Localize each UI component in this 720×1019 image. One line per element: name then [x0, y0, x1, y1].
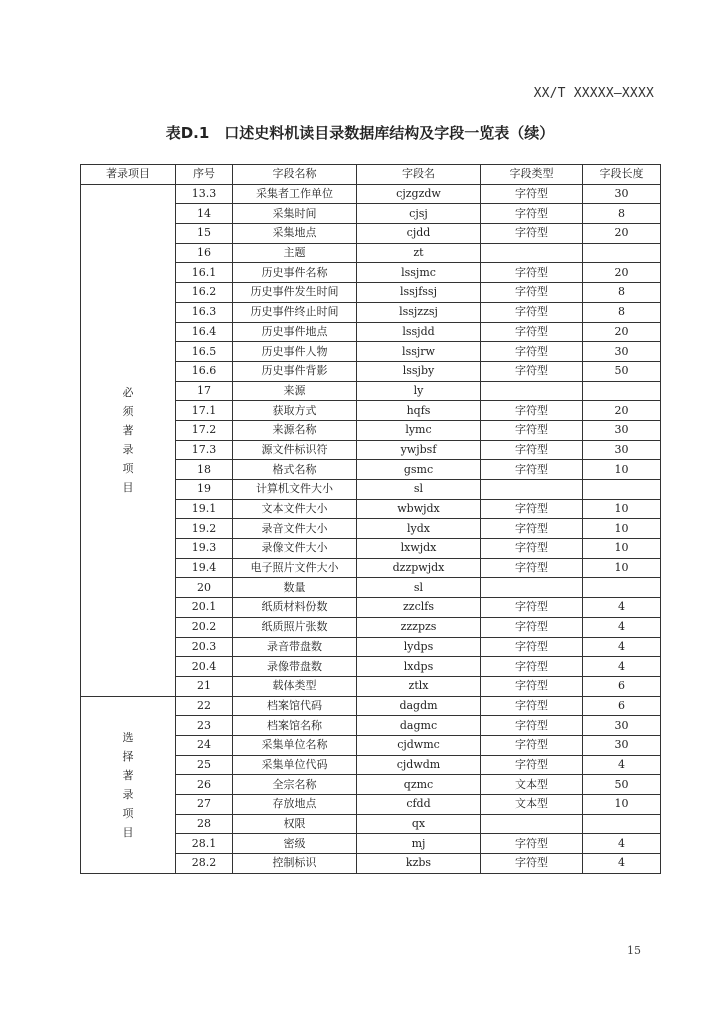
- cell-name: 采集单位代码: [233, 755, 357, 775]
- group-label-cell: [81, 184, 176, 696]
- cell-length: [583, 480, 661, 500]
- table-body: [81, 184, 661, 873]
- cell-type: [481, 381, 583, 401]
- cell-name: 文本文件大小: [233, 499, 357, 519]
- cell-seq: 19.3: [176, 539, 233, 559]
- cell-type: 文本型: [481, 795, 583, 815]
- cell-seq: 20.1: [176, 598, 233, 618]
- cell-type: 字符型: [481, 598, 583, 618]
- cell-seq: 19: [176, 480, 233, 500]
- cell-length: 30: [583, 184, 661, 204]
- cell-length: 8: [583, 283, 661, 303]
- standard-code: XX/T XXXXX—XXXX: [533, 86, 654, 101]
- cell-field: dagmc: [357, 716, 481, 736]
- cell-name: 历史事件背影: [233, 361, 357, 381]
- cell-name: 录音文件大小: [233, 519, 357, 539]
- cell-seq: 21: [176, 676, 233, 696]
- cell-length: 10: [583, 795, 661, 815]
- cell-length: [583, 578, 661, 598]
- cell-field: ywjbsf: [357, 440, 481, 460]
- cell-length: [583, 814, 661, 834]
- cell-type: 字符型: [481, 755, 583, 775]
- cell-name: 数量: [233, 578, 357, 598]
- cell-type: 字符型: [481, 735, 583, 755]
- cell-name: 历史事件终止时间: [233, 302, 357, 322]
- cell-field: qzmc: [357, 775, 481, 795]
- cell-field: cjdwdm: [357, 755, 481, 775]
- cell-length: 20: [583, 401, 661, 421]
- cell-name: 计算机文件大小: [233, 480, 357, 500]
- cell-seq: 13.3: [176, 184, 233, 204]
- cell-seq: 25: [176, 755, 233, 775]
- cell-length: 4: [583, 598, 661, 618]
- cell-field: dzzpwjdx: [357, 558, 481, 578]
- table-row: [81, 184, 661, 204]
- cell-type: 字符型: [481, 558, 583, 578]
- cell-field: cfdd: [357, 795, 481, 815]
- cell-length: 50: [583, 775, 661, 795]
- cell-length: 4: [583, 617, 661, 637]
- table-caption: 表D.1 口述史料机读目录数据库结构及字段一览表（续）: [165, 124, 555, 142]
- cell-field: lssjmc: [357, 263, 481, 283]
- header-cell: 字段名称: [233, 165, 357, 185]
- cell-type: 字符型: [481, 401, 583, 421]
- group-label-cell: [81, 696, 176, 873]
- cell-seq: 15: [176, 224, 233, 244]
- cell-seq: 18: [176, 460, 233, 480]
- cell-field: zzzpzs: [357, 617, 481, 637]
- cell-length: 10: [583, 499, 661, 519]
- cell-type: 字符型: [481, 657, 583, 677]
- cell-length: 30: [583, 735, 661, 755]
- cell-type: [481, 814, 583, 834]
- cell-seq: 17.3: [176, 440, 233, 460]
- cell-seq: 20.3: [176, 637, 233, 657]
- field-table: [80, 164, 661, 874]
- cell-field: lxdps: [357, 657, 481, 677]
- cell-seq: 26: [176, 775, 233, 795]
- cell-name: 录像带盘数: [233, 657, 357, 677]
- header-cell: 序号: [176, 165, 233, 185]
- cell-name: 档案馆名称: [233, 716, 357, 736]
- cell-name: 密级: [233, 834, 357, 854]
- cell-name: 控制标识: [233, 854, 357, 874]
- cell-field: lssjzzsj: [357, 302, 481, 322]
- cell-seq: 20.2: [176, 617, 233, 637]
- cell-type: [481, 578, 583, 598]
- cell-seq: 16.1: [176, 263, 233, 283]
- cell-field: kzbs: [357, 854, 481, 874]
- cell-type: 字符型: [481, 342, 583, 362]
- cell-seq: 28.1: [176, 834, 233, 854]
- header-row: [81, 165, 661, 185]
- cell-field: lssjrw: [357, 342, 481, 362]
- cell-field: gsmc: [357, 460, 481, 480]
- cell-type: 字符型: [481, 637, 583, 657]
- cell-name: 采集者工作单位: [233, 184, 357, 204]
- cell-type: 字符型: [481, 322, 583, 342]
- cell-field: lssjby: [357, 361, 481, 381]
- cell-length: 4: [583, 657, 661, 677]
- header-cell: 字段名: [357, 165, 481, 185]
- cell-seq: 24: [176, 735, 233, 755]
- cell-seq: 16.5: [176, 342, 233, 362]
- cell-seq: 14: [176, 204, 233, 224]
- cell-field: ztlx: [357, 676, 481, 696]
- cell-length: 30: [583, 440, 661, 460]
- cell-type: 字符型: [481, 460, 583, 480]
- cell-name: 历史事件人物: [233, 342, 357, 362]
- header-cell: 字段长度: [583, 165, 661, 185]
- cell-length: 10: [583, 558, 661, 578]
- group-label: 选 择 著 录 项 目: [122, 730, 134, 839]
- cell-seq: 19.1: [176, 499, 233, 519]
- cell-type: 字符型: [481, 716, 583, 736]
- cell-seq: 17: [176, 381, 233, 401]
- cell-length: 10: [583, 460, 661, 480]
- cell-length: [583, 243, 661, 263]
- cell-name: 存放地点: [233, 795, 357, 815]
- cell-name: 纸质材料份数: [233, 598, 357, 618]
- cell-length: 20: [583, 322, 661, 342]
- header-cell: 著录项目: [81, 165, 176, 185]
- cell-type: 字符型: [481, 283, 583, 303]
- cell-seq: 16.4: [176, 322, 233, 342]
- cell-seq: 28.2: [176, 854, 233, 874]
- cell-seq: 23: [176, 716, 233, 736]
- cell-type: 字符型: [481, 696, 583, 716]
- cell-name: 格式名称: [233, 460, 357, 480]
- cell-name: 来源: [233, 381, 357, 401]
- cell-length: 20: [583, 224, 661, 244]
- cell-type: 字符型: [481, 361, 583, 381]
- cell-field: lydx: [357, 519, 481, 539]
- cell-field: lxwjdx: [357, 539, 481, 559]
- cell-field: cjsj: [357, 204, 481, 224]
- cell-seq: 16.3: [176, 302, 233, 322]
- header-cell: 字段类型: [481, 165, 583, 185]
- cell-type: 字符型: [481, 420, 583, 440]
- cell-type: 字符型: [481, 499, 583, 519]
- cell-seq: 19.4: [176, 558, 233, 578]
- cell-type: 字符型: [481, 204, 583, 224]
- cell-field: mj: [357, 834, 481, 854]
- cell-seq: 16.2: [176, 283, 233, 303]
- cell-seq: 27: [176, 795, 233, 815]
- cell-name: 来源名称: [233, 420, 357, 440]
- table-row: [81, 696, 661, 716]
- cell-name: 权限: [233, 814, 357, 834]
- cell-seq: 22: [176, 696, 233, 716]
- cell-field: cjzgzdw: [357, 184, 481, 204]
- cell-seq: 20: [176, 578, 233, 598]
- cell-seq: 16.6: [176, 361, 233, 381]
- cell-field: zzclfs: [357, 598, 481, 618]
- cell-name: 采集地点: [233, 224, 357, 244]
- cell-seq: 19.2: [176, 519, 233, 539]
- cell-length: 30: [583, 420, 661, 440]
- cell-name: 纸质照片张数: [233, 617, 357, 637]
- cell-length: 4: [583, 854, 661, 874]
- group-label: 必 须 著 录 项 目: [122, 386, 134, 495]
- cell-length: 8: [583, 204, 661, 224]
- cell-type: 字符型: [481, 834, 583, 854]
- cell-length: 10: [583, 539, 661, 559]
- cell-length: 30: [583, 342, 661, 362]
- cell-length: 6: [583, 676, 661, 696]
- cell-field: zt: [357, 243, 481, 263]
- cell-seq: 17.1: [176, 401, 233, 421]
- cell-type: 字符型: [481, 676, 583, 696]
- cell-length: 50: [583, 361, 661, 381]
- cell-type: [481, 243, 583, 263]
- cell-field: wbwjdx: [357, 499, 481, 519]
- cell-name: 录音带盘数: [233, 637, 357, 657]
- cell-field: hqfs: [357, 401, 481, 421]
- cell-length: 4: [583, 637, 661, 657]
- cell-seq: 28: [176, 814, 233, 834]
- cell-type: 字符型: [481, 184, 583, 204]
- cell-name: 档案馆代码: [233, 696, 357, 716]
- cell-field: lydps: [357, 637, 481, 657]
- cell-name: 历史事件名称: [233, 263, 357, 283]
- cell-name: 录像文件大小: [233, 539, 357, 559]
- cell-type: 字符型: [481, 440, 583, 460]
- cell-field: sl: [357, 578, 481, 598]
- cell-length: 6: [583, 696, 661, 716]
- cell-name: 主题: [233, 243, 357, 263]
- cell-name: 采集时间: [233, 204, 357, 224]
- cell-length: 20: [583, 263, 661, 283]
- cell-length: 4: [583, 834, 661, 854]
- cell-field: cjdd: [357, 224, 481, 244]
- cell-field: lssjfssj: [357, 283, 481, 303]
- cell-name: 采集单位名称: [233, 735, 357, 755]
- cell-type: 字符型: [481, 302, 583, 322]
- cell-length: 10: [583, 519, 661, 539]
- cell-field: qx: [357, 814, 481, 834]
- cell-field: sl: [357, 480, 481, 500]
- cell-name: 历史事件发生时间: [233, 283, 357, 303]
- cell-field: lymc: [357, 420, 481, 440]
- cell-seq: 17.2: [176, 420, 233, 440]
- cell-type: [481, 480, 583, 500]
- cell-length: 4: [583, 755, 661, 775]
- cell-field: ly: [357, 381, 481, 401]
- cell-seq: 20.4: [176, 657, 233, 677]
- cell-name: 电子照片文件大小: [233, 558, 357, 578]
- cell-field: cjdwmc: [357, 735, 481, 755]
- cell-type: 文本型: [481, 775, 583, 795]
- cell-length: 30: [583, 716, 661, 736]
- cell-seq: 16: [176, 243, 233, 263]
- cell-type: 字符型: [481, 617, 583, 637]
- page-number: 15: [627, 944, 641, 957]
- cell-name: 载体类型: [233, 676, 357, 696]
- cell-length: 8: [583, 302, 661, 322]
- cell-name: 全宗名称: [233, 775, 357, 795]
- cell-type: 字符型: [481, 519, 583, 539]
- cell-type: 字符型: [481, 224, 583, 244]
- cell-length: [583, 381, 661, 401]
- cell-name: 获取方式: [233, 401, 357, 421]
- cell-type: 字符型: [481, 263, 583, 283]
- cell-field: dagdm: [357, 696, 481, 716]
- cell-type: 字符型: [481, 854, 583, 874]
- cell-field: lssjdd: [357, 322, 481, 342]
- cell-name: 源文件标识符: [233, 440, 357, 460]
- cell-type: 字符型: [481, 539, 583, 559]
- cell-name: 历史事件地点: [233, 322, 357, 342]
